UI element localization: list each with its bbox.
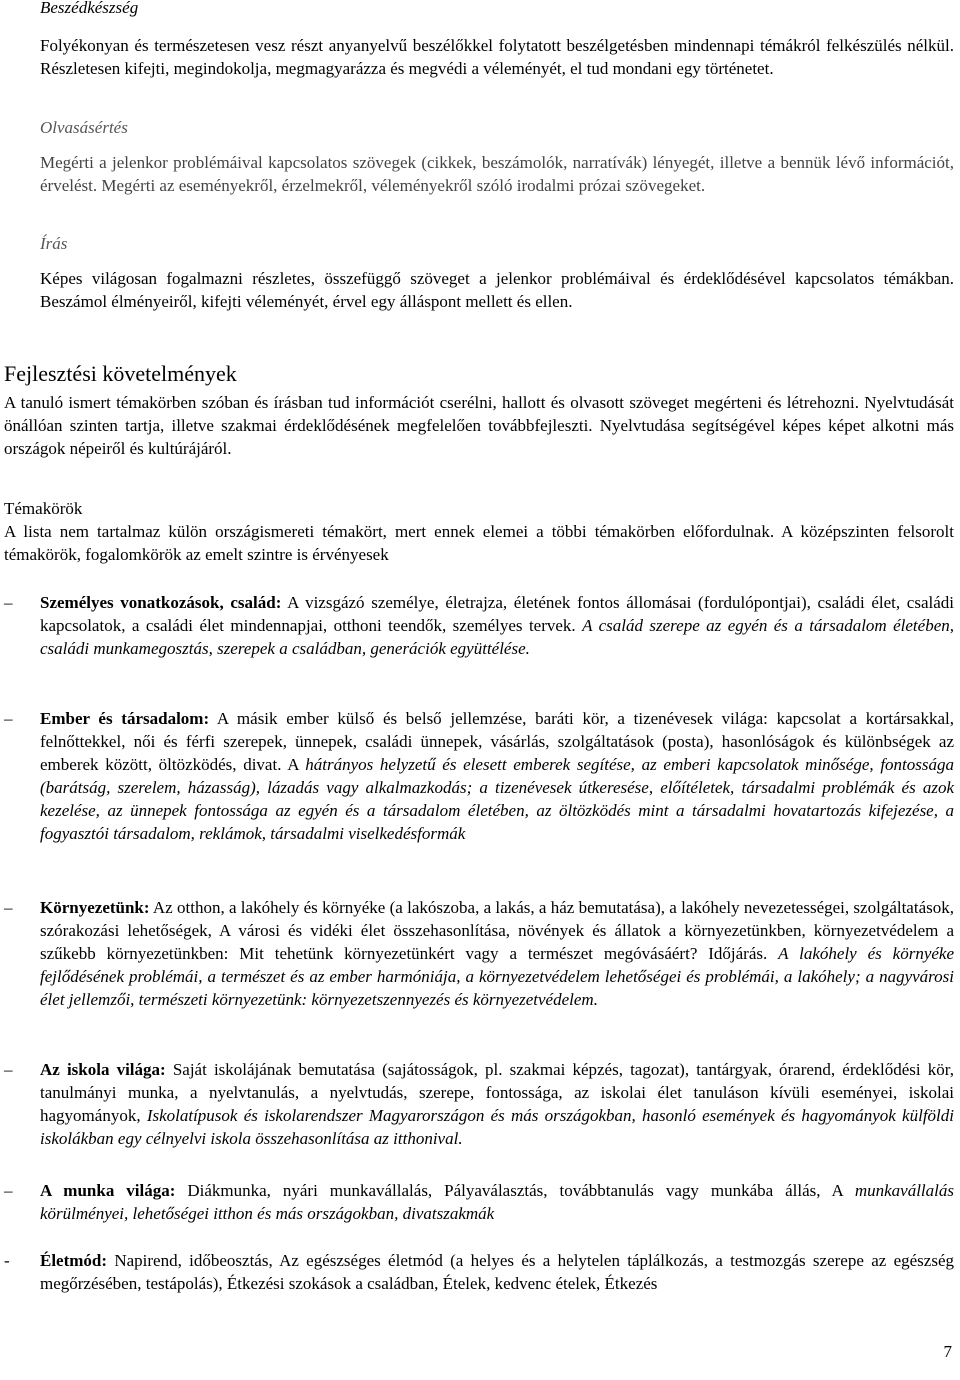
list-item-text: Saját iskolájának bemutatása (sajátosságok, pl. szakmai képzés, tagozat), tantárgyak, órarend, érdeklődési kör, tanulmányi munka, a nyelvtanulás, a nyelvtudás, szerepe, fontossága, az iskolai élet tanuláson kívüli eseményei, iskolai hagyományok, [40,1060,955,1125]
list-item-text: Napirend, időbeosztás, Az egészséges életmód (a helyes és a helytelen táplálkozás, a testmozgás szerepe az egészség megőrzésében, testápolás), Étkezési szokások a családban, Ételek, kedvenc ételek, Étkezés [40,1251,954,1293]
list-item-label: A munka világa: [40,1181,176,1200]
reading-heading: Olvasásértés [40,118,128,137]
list-bullet: - [4,1251,10,1270]
page-number: 7 [943,1342,952,1361]
list-item-text: A másik ember külső és belső jellemzése, baráti kör, a tizenévesek világa: kapcsolat a kortársakkal, felnőttekkel, női és férfi szerepek, ünnepek, családi ünnepek, vásárlás, szolgáltatások (posta), hasonlóságok és különbségek az emberek között, öltözködés, divat. A [40,709,954,774]
list-item-label: Életmód: [40,1251,108,1270]
topics-intro: A lista nem tartalmaz külön országismereti témakört, mert ennek elemei a többi témakörben előfordulnak. A középszinten felsorolt témakörök, fogalomkörök az emelt szintre is érvényesek [4,522,954,564]
list-item-school [40,1058,954,1150]
development-requirements-text: A tanuló ismert témakörben szóban és írásban tud információt cserélni, hallott és olvasott szöveget megérteni és létrehozni. Nyelvtudását önállóan szinten tartja, illetve szakmai érdeklődésének megfelelően továbbfejleszti. Nyelvtudása segítségével képes képet alkotni más országok népeiről és kultúrájáról. [4,393,954,458]
topics-title: Témakörök [4,499,83,518]
list-bullet: – [4,709,13,728]
list-bullet: – [4,593,13,612]
speaking-heading: Beszédkészség [40,0,139,17]
list-bullet: – [4,1060,13,1079]
speaking-text: Folyékonyan és természetesen vesz részt anyanyelvű beszélőkkel folytatott beszélgetésben mindennapi témákról felkészülés nélkül. Részletesen kifejti, megindokolja, megmagyarázza és megvédi a véleményét, el tud mondani egy történetet. [40,36,954,78]
list-item-italic: A család szerepe az egyén és a társadalom életében, családi munkamegosztás, szerepek a családban, generációk együttélése. [40,616,954,658]
list-item-label: Személyes vonatkozások, család: [40,593,282,612]
list-item-italic: Iskolatípusok és iskolarendszer Magyarországon és más országokban, hasonló események és hagyományok külföldi iskolákban egy célnyelvi iskola összehasonlítása az itthonival. [40,1106,954,1148]
list-item-italic: munkavállalás körülményei, lehetőségei itthon és más országokban, divatszakmák [40,1181,954,1223]
list-item-environment [40,896,954,1011]
list-item-label: Környezetünk: [40,898,150,917]
list-bullet: – [4,1181,13,1200]
list-item-lifestyle [40,1249,954,1295]
list-bullet: – [4,898,13,917]
reading-text: Megérti a jelenkor problémáival kapcsolatos szövegek (cikkek, beszámolók, narratívák) lényegét, illetve a bennük lévő információt, érvelést. Megérti az eseményekről, érzelmekről, véleményekről szóló irodalmi prózai szövegeket. [40,153,954,195]
list-item-text: Diákmunka, nyári munkavállalás, Pályaválasztás, továbbtanulás vagy munkába állás, A [175,1181,855,1200]
list-item-italic: A lakóhely és környéke fejlődésének problémái, a természet és az ember harmóniája, a környezetvédelem lehetőségei és problémái, a lakóhely; a nagyvárosi élet jellemzői, természeti környezetünk: környezetszennyezés és környezetvédelem. [40,944,954,1009]
list-item-personal [40,591,954,660]
list-item-label: Az iskola világa: [40,1060,166,1079]
list-item-label: Ember és társadalom: [40,709,210,728]
list-item-work [40,1179,954,1225]
list-item-text: Az otthon, a lakóhely és környéke (a lakószoba, a lakás, a ház bemutatása), a lakóhely nevezetességei, szolgáltatások, szórakozási lehetőségek, A városi és vidéki élet összehasonlítása, növények és állatok a környezetünkben, környezetvédelem a szűkebb környezetünkben: Mit tehetünk környezetünkért vagy a természet megóvásáért? Időjárás. [40,898,954,963]
writing-heading: Írás [40,234,68,253]
list-item-society [40,707,954,845]
writing-text: Képes világosan fogalmazni részletes, összefüggő szöveget a jelenkor problémáival és érdeklődésével kapcsolatos témákban. Beszámol élményeiről, kifejti véleményét, érvel egy álláspont mellett és ellen. [40,269,954,311]
development-requirements-title: Fejlesztési követelmények [4,361,237,386]
list-item-italic: hátrányos helyzetű és elesett emberek segítése, az emberi kapcsolatok minősége, fontossága (barátság, szerelem, házasság), lázadás vagy alkalmazkodás; a tizenévesek útkeresése, előítéletek, társadalmi problémák és azok kezelése, az ünnepek fontossága az egyén és a társadalom életében, az öltözködés mint a társadalmi hovatartozás kifejezése, a fogyasztói társadalom, reklámok, társadalmi viselkedésformák [40,755,955,843]
list-item-text: A vizsgázó személye, életrajza, életének fontos állomásai (fordulópontjai), családi élet, családi kapcsolatok, a családi élet mindennapjai, otthoni teendők, személyes tervek. [40,593,954,635]
